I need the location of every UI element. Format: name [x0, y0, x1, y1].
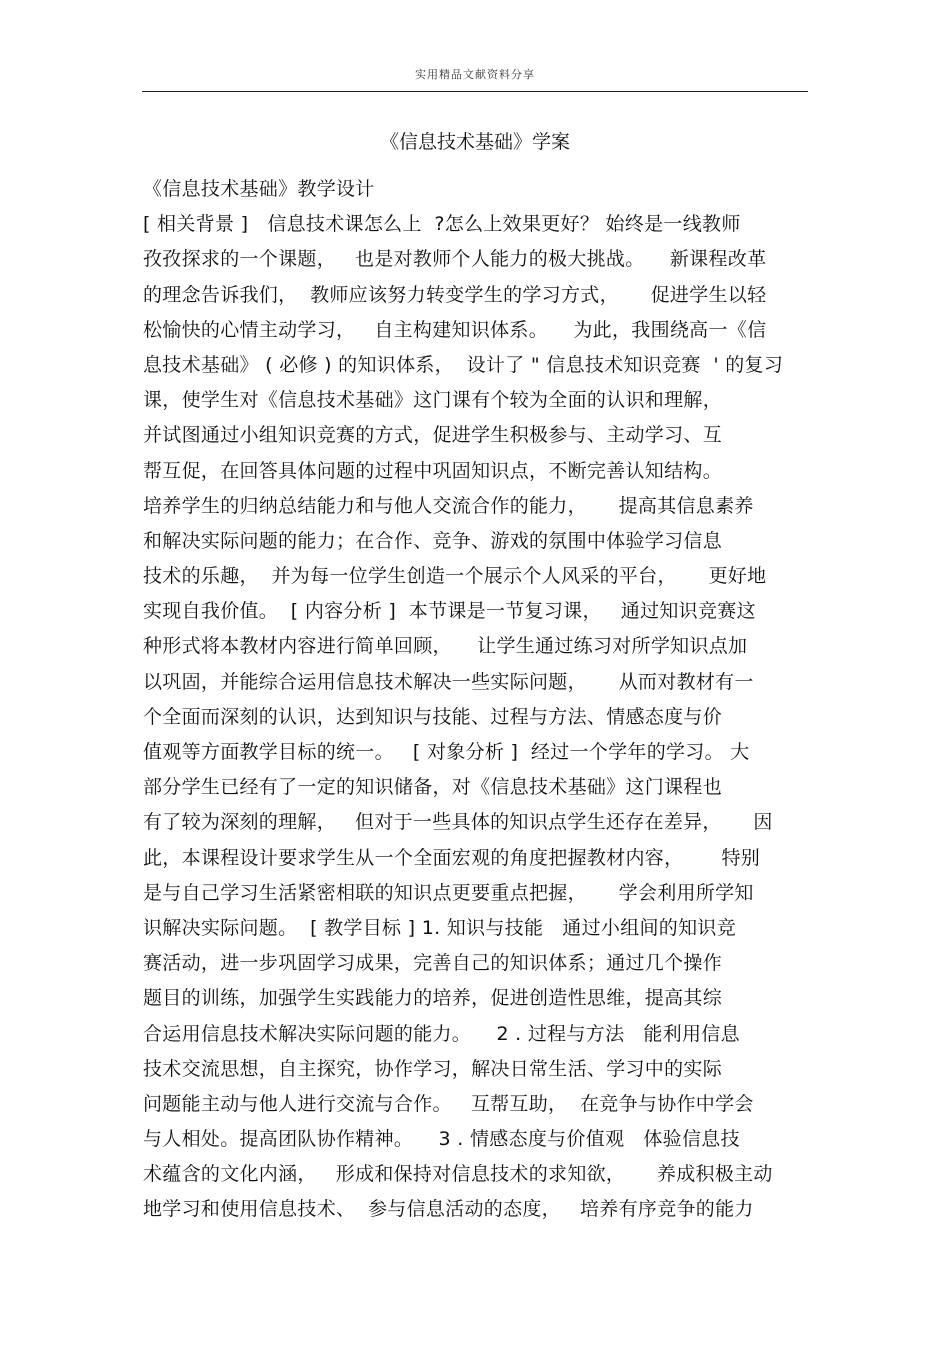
body-line: 松愉快的心情主动学习， 自主构建知识体系。 为此，我围绕高一《信 [143, 318, 767, 341]
header-rule [142, 91, 808, 92]
body-line: 和解决实际问题的能力；在合作、竞争、游戏的氛围中体验学习信息 [143, 529, 723, 552]
body-line: 有了较为深刻的理解， 但对于一些具体的知识点学生还存在差异， 因 [143, 811, 773, 834]
body-line: 是与自己学习生活紧密相联的知识点更要重点把握， 学会利用所学知 [143, 881, 754, 904]
body-line: 孜孜探求的一个课题， 也是对教师个人能力的极大挑战。 新课程改革 [143, 248, 767, 271]
page-header: 实用精品文献资料分享 [415, 68, 535, 81]
body-line: 息技术基础》 ( 必修 ) 的知识体系， 设计了 " 信息技术知识竞赛 ' 的复习 [143, 353, 784, 376]
body-line: 问题能主动与他人进行交流与合作。 互帮互助， 在竞争与协作中学会 [143, 1092, 754, 1115]
body-line: 课，使学生对《信息技术基础》这门课有个较为全面的认识和理解， [143, 389, 723, 412]
body-line: 技术的乐趣， 并为每一位学生创造一个展示个人风采的平台， 更好地 [143, 565, 767, 588]
body-line: 以巩固，并能综合运用信息技术解决一些实际问题， 从而对教材有一 [143, 670, 754, 693]
body-line: 术蕴含的文化内涵， 形成和保持对信息技术的求知欲， 养成积极主动 [143, 1163, 773, 1186]
body-line: 值观等方面教学目标的统一。 [ 对象分析 ] 经过一个学年的学习。 大 [143, 741, 750, 763]
body-line: 实现自我价值。 [ 内容分析 ] 本节课是一节复习课， 通过知识竞赛这 [143, 600, 756, 623]
body-line: 技术交流思想，自主探究，协作学习，解决日常生活、学习中的实际 [143, 1057, 723, 1080]
body-line: 识解决实际问题。 [ 教学目标 ] 1. 知识与技能 通过小组间的知识竞 [143, 916, 737, 939]
body-line: 的理念告诉我们， 教师应该努力转变学生的学习方式， 促进学生以轻 [143, 283, 767, 306]
body-line: 种形式将本教材内容进行简单回顾， 让学生通过练习对所学知识点加 [143, 635, 748, 658]
body-line: 个全面而深刻的认识，达到知识与技能、过程与方法、情感态度与价 [143, 705, 723, 728]
document-body [143, 172, 823, 1228]
body-line: 培养学生的归纳总结能力和与他人交流合作的能力， 提高其信息素养 [143, 494, 754, 517]
body-line: 部分学生已经有了一定的知识储备，对《信息技术基础》这门课程也 [143, 776, 723, 799]
body-line: 赛活动，进一步巩固学习成果，完善自己的知识体系；通过几个操作 [143, 952, 723, 975]
body-line: 《信息技术基础》教学设计 [143, 178, 375, 200]
body-line: 帮互促，在回答具体问题的过程中巩固知识点，不断完善认知结构。 [143, 459, 723, 482]
body-line: 此，本课程设计要求学生从一个全面宏观的角度把握教材内容， 特别 [143, 846, 761, 869]
document-title: 《信息技术基础》学案 [379, 131, 570, 153]
body-line: 并试图通过小组知识竞赛的方式，促进学生积极参与、主动学习、互 [143, 424, 723, 447]
body-line: 地学习和使用信息技术、 参与信息活动的态度， 培养有序竞争的能力 [143, 1198, 754, 1221]
body-line: 合运用信息技术解决实际问题的能力。 2 . 过程与方法 能利用信息 [143, 1022, 740, 1045]
body-line: 与人相处。提高团队协作精神。 3 . 情感态度与价值观 体验信息技 [143, 1128, 740, 1151]
body-line: [ 相关背景 ] 信息技术课怎么上 ?怎么上效果更好？ 始终是一线教师 [143, 213, 741, 236]
body-line: 题目的训练，加强学生实践能力的培养，促进创造性思维，提高其综 [143, 987, 723, 1010]
